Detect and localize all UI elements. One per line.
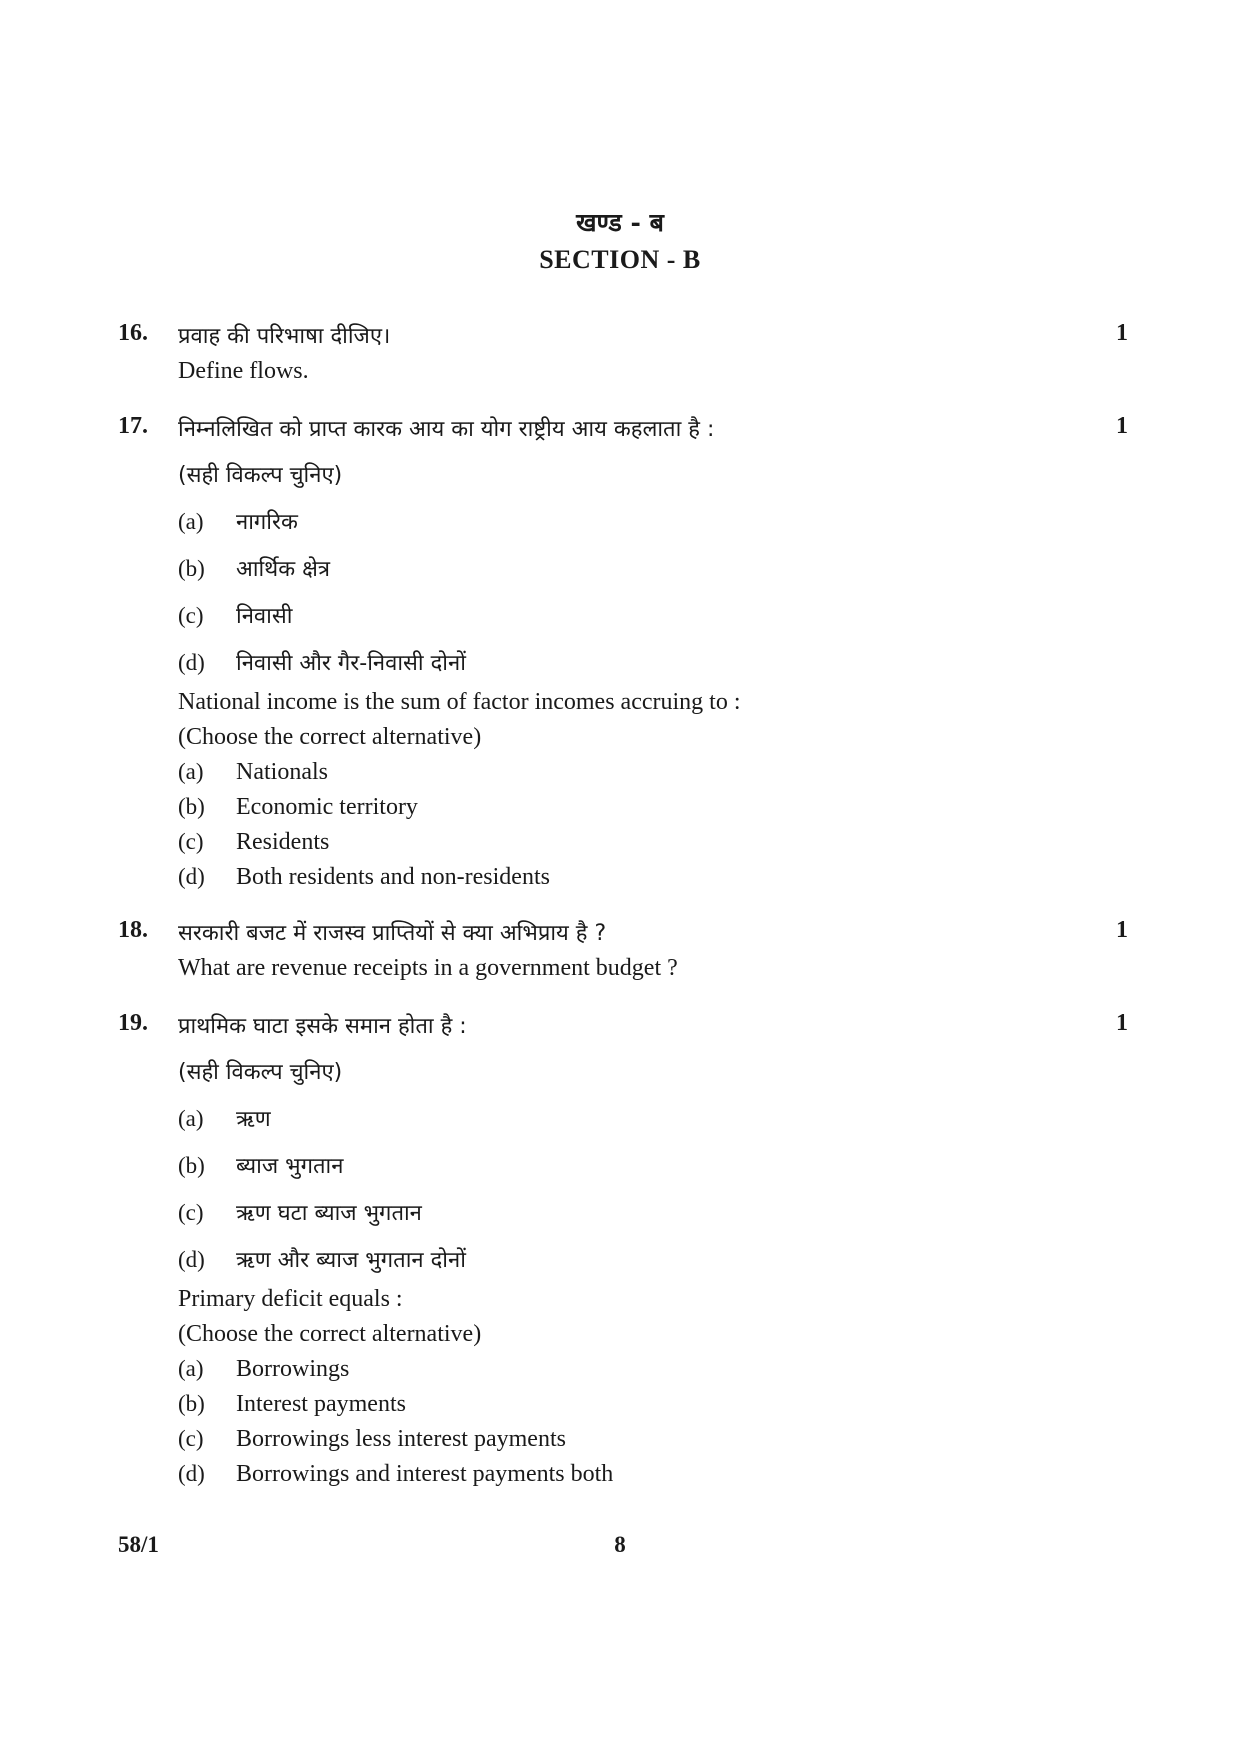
option-label: (a) xyxy=(178,509,204,534)
question-text-hindi: सरकारी बजट में राजस्व प्राप्तियों से क्या अभिप्राय है ? xyxy=(178,921,607,946)
option-text: Economic territory xyxy=(236,794,418,820)
option-hindi-b xyxy=(178,553,330,583)
question-marks: 1 xyxy=(1116,1010,1128,1036)
option-text: ब्याज भुगतान xyxy=(236,1154,344,1179)
option-text: ऋण घटा ब्याज भुगतान xyxy=(236,1201,422,1226)
instruction-english: (Choose the correct alternative) xyxy=(178,724,482,750)
option-text: आर्थिक क्षेत्र xyxy=(236,557,331,582)
question-text-english: National income is the sum of factor incomes accruing to : xyxy=(178,689,741,715)
option-label: (b) xyxy=(178,1153,205,1178)
option-label: (d) xyxy=(178,1461,205,1486)
question-marks: 1 xyxy=(1116,320,1128,346)
instruction-hindi: (सही विकल्प चुनिए) xyxy=(178,1060,343,1085)
option-label: (a) xyxy=(178,1106,204,1131)
section-title-english: SECTION - B xyxy=(539,245,701,274)
option-hindi-a xyxy=(178,1103,271,1133)
question-text-hindi: निम्नलिखित को प्राप्त कारक आय का योग राष्ट्रीय आय कहलाता है : xyxy=(178,417,715,442)
question-number: 16. xyxy=(118,320,148,346)
question-number: 19. xyxy=(118,1010,148,1036)
option-label: (b) xyxy=(178,1391,205,1416)
question-text-hindi: प्रवाह की परिभाषा दीजिए। xyxy=(178,324,391,349)
question-text-hindi: प्राथमिक घाटा इसके समान होता है : xyxy=(178,1014,467,1039)
question-text-english: Define flows. xyxy=(178,358,309,384)
option-label: (b) xyxy=(178,794,205,819)
option-english-c xyxy=(178,829,329,856)
instruction-english: (Choose the correct alternative) xyxy=(178,1321,482,1347)
option-label: (d) xyxy=(178,650,205,675)
question-19 xyxy=(118,1010,1128,1490)
option-label: (c) xyxy=(178,829,204,854)
option-text: Borrowings and interest payments both xyxy=(236,1461,614,1487)
question-16 xyxy=(118,320,1128,390)
option-label: (c) xyxy=(178,603,204,628)
option-text: Nationals xyxy=(236,759,328,785)
option-label: (d) xyxy=(178,864,205,889)
instruction-hindi: (सही विकल्प चुनिए) xyxy=(178,463,343,488)
option-text: ऋण और ब्याज भुगतान दोनों xyxy=(236,1248,466,1273)
section-title-hindi: खण्ड - ब xyxy=(576,208,664,237)
option-text: नागरिक xyxy=(236,510,298,535)
option-english-b xyxy=(178,1391,406,1418)
question-number: 18. xyxy=(118,917,148,943)
option-text: ऋण xyxy=(236,1107,271,1132)
option-label: (c) xyxy=(178,1200,204,1225)
option-english-d xyxy=(178,864,550,891)
option-label: (c) xyxy=(178,1426,204,1451)
option-text: Both residents and non-residents xyxy=(236,864,550,890)
option-english-a xyxy=(178,1356,349,1383)
option-english-c xyxy=(178,1426,566,1453)
option-label: (b) xyxy=(178,556,205,581)
option-english-a xyxy=(178,759,328,786)
option-hindi-b xyxy=(178,1150,343,1180)
option-text: Borrowings less interest payments xyxy=(236,1426,566,1452)
question-marks: 1 xyxy=(1116,917,1128,943)
option-hindi-d xyxy=(178,1244,466,1274)
option-hindi-a xyxy=(178,506,298,536)
option-text: निवासी xyxy=(236,604,293,629)
option-hindi-d xyxy=(178,647,466,677)
page-number: 8 xyxy=(614,1532,626,1557)
option-label: (d) xyxy=(178,1247,205,1272)
paper-code: 58/1 xyxy=(118,1532,159,1557)
question-text-english: Primary deficit equals : xyxy=(178,1286,403,1312)
question-number: 17. xyxy=(118,413,148,439)
option-english-d xyxy=(178,1461,613,1488)
question-18 xyxy=(118,917,1128,987)
question-17 xyxy=(118,413,1128,893)
question-text-english: What are revenue receipts in a government budget ? xyxy=(178,955,678,981)
option-hindi-c xyxy=(178,1197,422,1227)
option-english-b xyxy=(178,794,418,821)
question-marks: 1 xyxy=(1116,413,1128,439)
option-text: Interest payments xyxy=(236,1391,406,1417)
option-text: निवासी और गैर-निवासी दोनों xyxy=(236,651,466,676)
option-hindi-c xyxy=(178,600,292,630)
option-text: Residents xyxy=(236,829,330,855)
option-label: (a) xyxy=(178,1356,204,1381)
option-text: Borrowings xyxy=(236,1356,350,1382)
option-label: (a) xyxy=(178,759,204,784)
